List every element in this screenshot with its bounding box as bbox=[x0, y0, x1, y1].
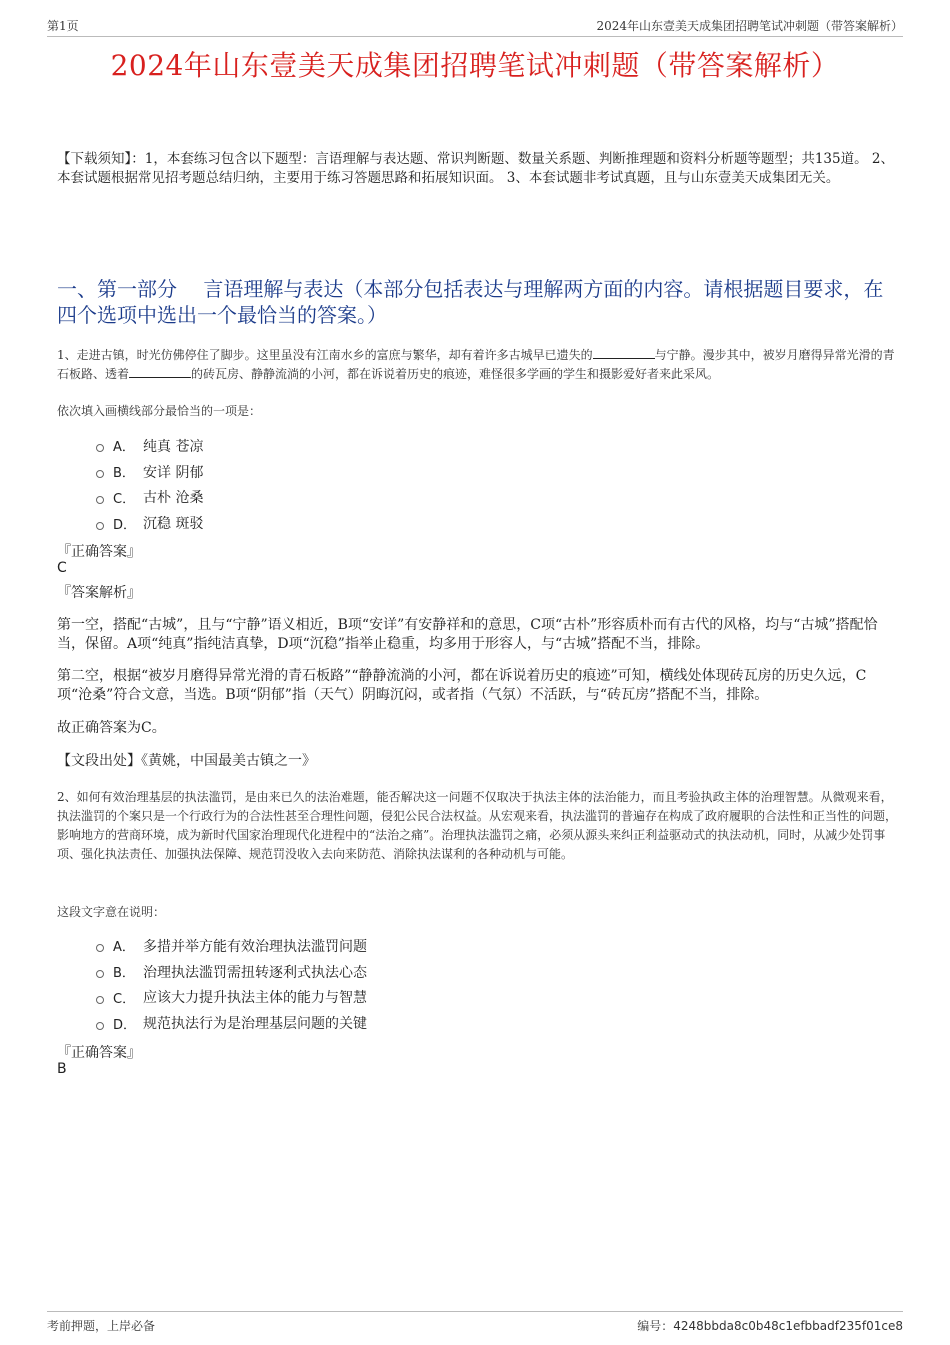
radio-icon[interactable] bbox=[96, 496, 104, 504]
radio-icon[interactable] bbox=[96, 944, 104, 952]
option-a[interactable]: A． 多措并举方能有效治理执法滥罚问题 bbox=[96, 933, 367, 959]
answer-value: C bbox=[57, 560, 67, 576]
answer-label: 『正确答案』 bbox=[57, 544, 141, 560]
question-1-part-b: 与宁静。漫步其中，被岁月磨得异常光滑的青石板路、透着 bbox=[57, 348, 895, 381]
radio-icon[interactable] bbox=[96, 522, 104, 530]
option-c[interactable]: C． 应该大力提升执法主体的能力与智慧 bbox=[96, 985, 367, 1011]
source-citation: 【文段出处】《黄姚，中国最美古镇之一》 bbox=[57, 753, 316, 769]
page-number: 第1页 bbox=[47, 19, 79, 33]
radio-icon[interactable] bbox=[96, 1022, 104, 1030]
page-footer bbox=[47, 1311, 903, 1335]
option-a[interactable]: A． 纯真 苍凉 bbox=[96, 433, 203, 459]
option-b[interactable]: B． 安详 阴郁 bbox=[96, 459, 203, 485]
header-doc-title: 2024年山东壹美天成集团招聘笔试冲刺题（带答案解析） bbox=[596, 19, 903, 33]
radio-icon[interactable] bbox=[96, 470, 104, 478]
radio-icon[interactable] bbox=[96, 444, 104, 452]
option-b[interactable]: B． 治理执法滥罚需扭转逐利式执法心态 bbox=[96, 959, 367, 985]
question-2-text: 2、如何有效治理基层的执法滥罚，是由来已久的法治难题，能否解决这一问题不仅取决于执法主体的法治能力，而且考验执政主体的治理智慧。从微观来看，执法滥罚的个案只是一个行政行为的合法性甚至合理性问题，侵犯公民合法权益。从宏观来看，执法滥罚的普遍存在构成了政府履职的合法性和正当性的问题，影响地方的营商环境，成为新时代国家治理现代化进程中的“法治之痛”。治理执法滥罚之痛，必须从源头来纠正利益驱动式的执法动机，同时，从减少处罚事项、强化执法责任、加强执法保障、规范罚没收入去向来防范、消除执法谋利的各种动机与可能。 bbox=[57, 790, 898, 861]
question-2-options bbox=[96, 933, 367, 1036]
option-c[interactable]: C． 古朴 沧桑 bbox=[96, 485, 203, 511]
question-1-part-c: 的砖瓦房、静静流淌的小河，都在诉说着历史的痕迹，难怪很多学画的学生和摄影爱好者来此采风。 bbox=[191, 367, 720, 381]
analysis-label: 『答案解析』 bbox=[57, 585, 141, 601]
question-1-text bbox=[57, 346, 897, 384]
fill-blank-1 bbox=[593, 346, 655, 359]
radio-icon[interactable] bbox=[96, 970, 104, 978]
question-1-options bbox=[96, 433, 203, 536]
question-2-prompt: 这段文字意在说明： bbox=[57, 905, 166, 919]
analysis-paragraph-2: 第二空，根据“被岁月磨得异常光滑的青石板路”“静静流淌的小河，都在诉说着历史的痕迹”可知，横线处体现砖瓦房的历史久远，C项“沧桑”符合文意，当选。B项“阴郁”指（天气）阴晦沉闷，或者指（气氛）不活跃，与“砖瓦房”搭配不当，排除。 bbox=[57, 668, 867, 703]
analysis-paragraph-1: 第一空，搭配“古城”，且与“宁静”语义相近，B项“安详”有安静祥和的意思，C项“古朴”形容质朴而有古代的风格，均与“古城”搭配恰当，保留。A项“纯真”指纯洁真挚，D项“沉稳”指举止稳重，均多用于形容人，与“古城”搭配不当，排除。 bbox=[57, 617, 878, 652]
answer-label: 『正确答案』 bbox=[57, 1045, 141, 1061]
option-d[interactable]: D． 沉稳 斑驳 bbox=[96, 510, 203, 536]
download-notice: 【下载须知】：1，本套练习包含以下题型：言语理解与表达题、常识判断题、数量关系题、判断推理题和资料分析题等题型；共135道。 2、本套试题根据常见招考题总结归纳，主要用于练习答题思路和拓展知识面。 3、本套试题非考试真题，且与山东壹美天成集团无关。 bbox=[57, 151, 894, 186]
document-code: 编号：4248bbda8c0b48c1efbbadf235f01ce8 bbox=[637, 1318, 903, 1333]
section-heading: 一、第一部分 言语理解与表达（本部分包括表达与理解两方面的内容。请根据题目要求，在四个选项中选出一个最恰当的答案。） bbox=[57, 277, 884, 327]
option-d[interactable]: D． 规范执法行为是治理基层问题的关键 bbox=[96, 1010, 367, 1036]
fill-blank-2 bbox=[129, 365, 191, 378]
question-1-part-a: 1、走进古镇，时光仿佛停住了脚步。这里虽没有江南水乡的富庶与繁华，却有着许多古城早已遗失的 bbox=[57, 348, 593, 362]
footer-slogan: 考前押题，上岸必备 bbox=[47, 1318, 156, 1333]
question-1-prompt: 依次填入画横线部分最恰当的一项是： bbox=[57, 404, 262, 418]
document-title: 2024年山东壹美天成集团招聘笔试冲刺题（带答案解析） bbox=[110, 49, 840, 82]
page-header bbox=[47, 14, 903, 37]
radio-icon[interactable] bbox=[96, 996, 104, 1004]
analysis-conclusion: 故正确答案为C。 bbox=[57, 720, 166, 736]
answer-value: B bbox=[57, 1061, 67, 1077]
